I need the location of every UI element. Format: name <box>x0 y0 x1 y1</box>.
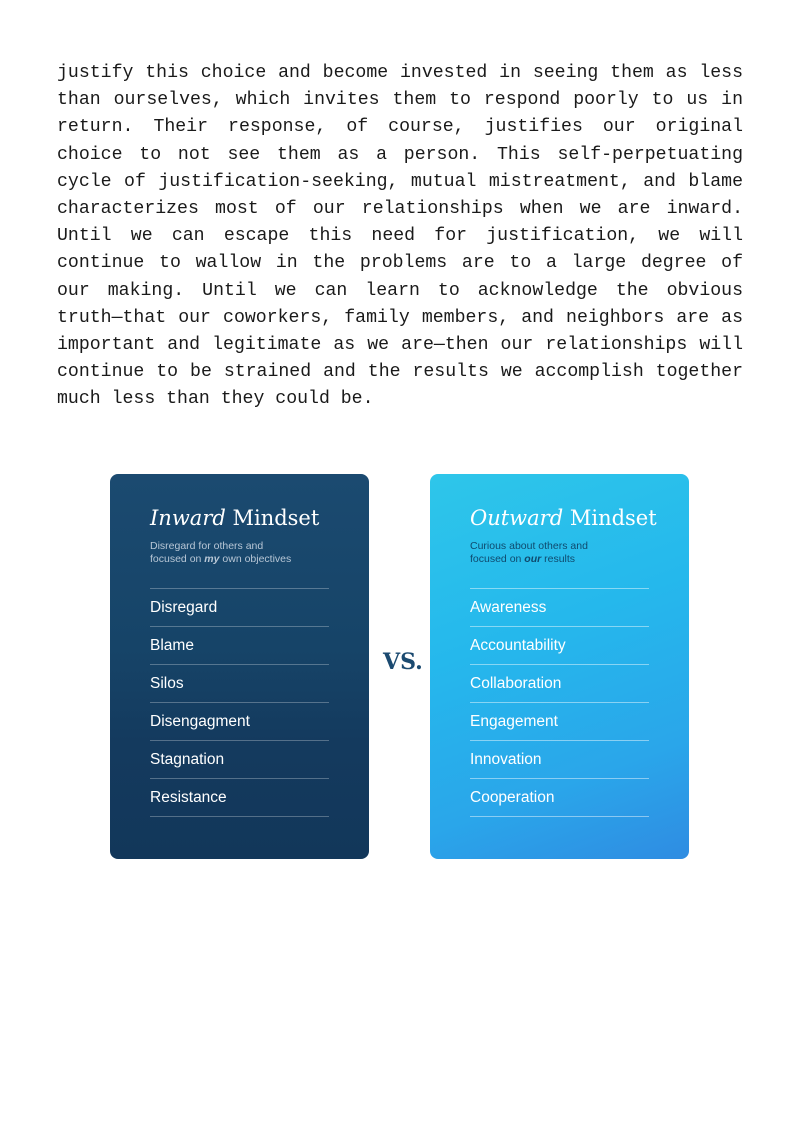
outward-item: Collaboration <box>470 665 649 703</box>
inward-item: Blame <box>150 627 329 665</box>
inward-item: Stagnation <box>150 741 329 779</box>
outward-card-subtitle <box>470 540 649 566</box>
outward-item: Innovation <box>470 741 649 779</box>
inward-subtitle-post: own objectives <box>219 553 292 565</box>
paragraph-line: justify this choice and become invested in seeing them as less <box>57 63 743 83</box>
paragraph-line: continue to be strained and the results we accomplish together <box>57 362 743 383</box>
outward-card-title <box>470 506 657 536</box>
outward-title-rest: Mindset <box>563 506 657 530</box>
inward-subtitle-pre: focused on <box>150 553 205 565</box>
outward-title-italic: Outward <box>470 506 564 530</box>
paragraph-line: Until we can escape this need for justification, we will <box>57 226 743 247</box>
paragraph-line: much less than they could be. <box>57 389 374 410</box>
outward-subtitle-pre: focused on <box>470 553 525 565</box>
inward-subtitle-line1: Disregard for others and <box>150 540 264 552</box>
paragraph-line: truth—that our coworkers, family members, and neighbors are as <box>57 307 743 328</box>
outward-subtitle-post: results <box>541 553 576 565</box>
inward-mindset-card <box>110 474 369 859</box>
paragraph-line: cycle of justification-seeking, mutual mistreatment, and blame <box>57 171 743 192</box>
inward-card-subtitle <box>150 540 329 566</box>
vs-label: VS. <box>383 649 423 675</box>
inward-item: Resistance <box>150 779 329 817</box>
outward-subtitle-line1: Curious about others and <box>470 540 588 552</box>
outward-mindset-card <box>430 474 689 859</box>
inward-subtitle-line2 <box>150 553 329 566</box>
outward-item: Awareness <box>470 589 649 627</box>
inward-item-list <box>150 588 329 817</box>
paragraph-line: than ourselves, which invites them to respond poorly to us in <box>57 90 743 111</box>
outward-item: Engagement <box>470 703 649 741</box>
inward-card-title <box>150 506 329 536</box>
paragraph-line: return. Their response, of course, justifies our original <box>57 117 743 138</box>
outward-item-list <box>470 588 649 817</box>
paragraph-line: continue to wallow in the problems are to a large degree of <box>57 253 743 274</box>
inward-title-rest: Mindset <box>225 506 320 530</box>
inward-subtitle-emph: my <box>204 553 220 565</box>
inward-item: Silos <box>150 665 329 703</box>
paragraph-line: choice to not see them as a person. This self-perpetuating <box>57 144 743 165</box>
inward-item: Disregard <box>150 589 329 627</box>
paragraph-line: characterizes most of our relationships when we are inward. <box>57 199 743 220</box>
outward-subtitle-line2 <box>470 553 649 566</box>
paragraph-line: important and legitimate as we are—then our relationships will <box>57 335 743 356</box>
outward-item: Cooperation <box>470 779 649 817</box>
body-paragraph <box>57 60 743 414</box>
outward-subtitle-emph: our <box>524 553 542 565</box>
inward-item: Disengagment <box>150 703 329 741</box>
inward-title-italic: Inward <box>150 506 226 530</box>
outward-item: Accountability <box>470 627 649 665</box>
paragraph-line: our making. Until we can learn to acknowledge the obvious <box>57 280 743 301</box>
